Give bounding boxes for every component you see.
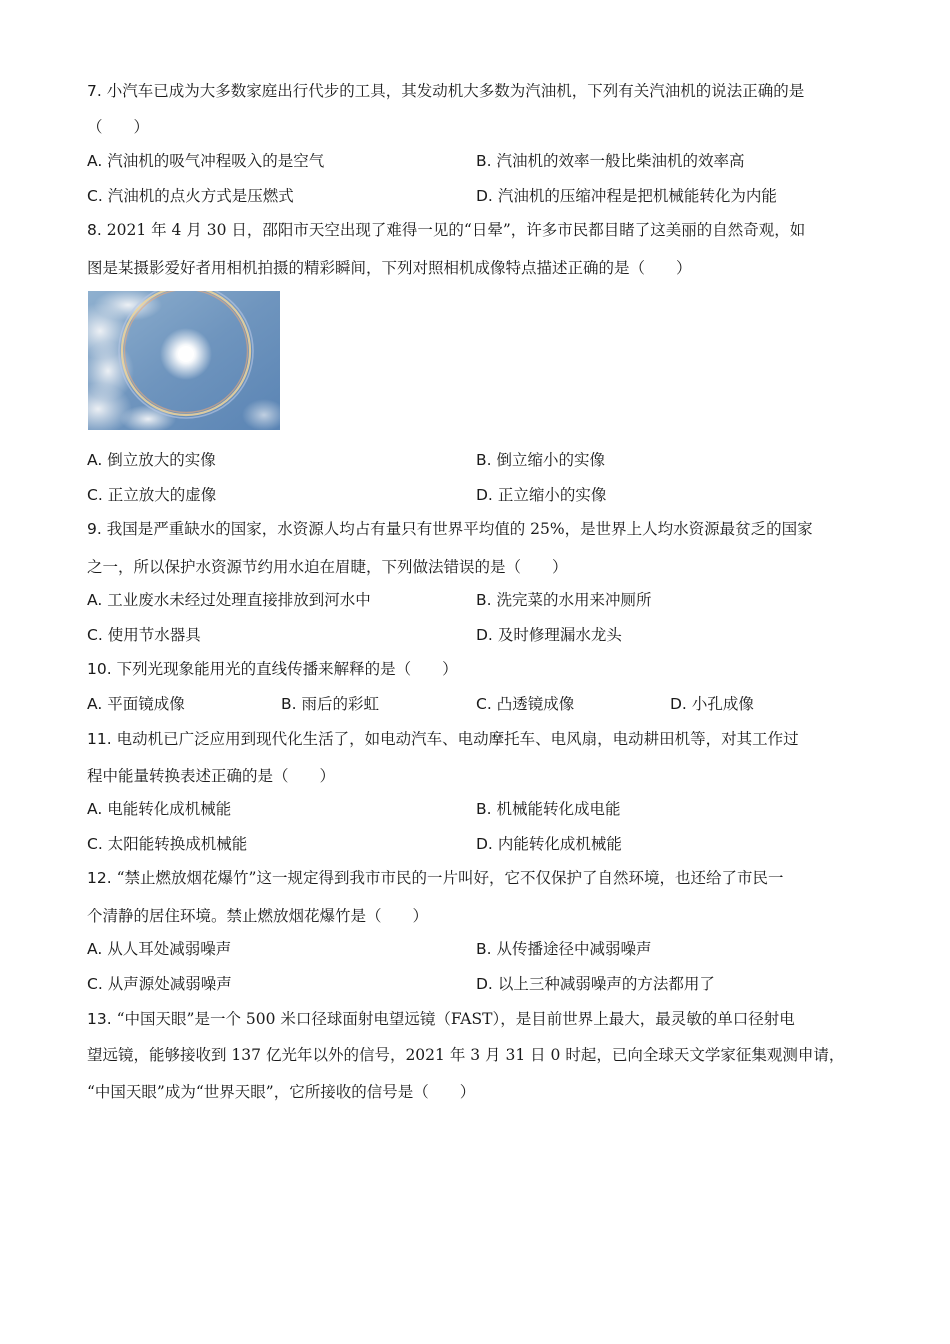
question-number: 9. <box>87 520 102 538</box>
option-7-a[interactable] <box>87 149 324 173</box>
question-8-line-1 <box>87 218 877 242</box>
question-number: 11. <box>87 730 112 748</box>
option-letter: B. <box>281 695 297 713</box>
option-10-d[interactable] <box>670 692 754 716</box>
option-11-b[interactable] <box>476 797 621 821</box>
option-7-d[interactable] <box>476 184 777 208</box>
option-letter: B. <box>476 152 492 170</box>
option-text: 从传播途径中减弱噪声 <box>496 940 652 958</box>
option-7-b[interactable] <box>476 149 745 173</box>
question-10-line-1 <box>87 657 877 681</box>
option-text: 电能转化成机械能 <box>107 800 232 818</box>
option-letter: D. <box>476 835 493 853</box>
option-7-c[interactable] <box>87 184 294 208</box>
option-letter: C. <box>87 626 103 644</box>
option-letter: A. <box>87 800 103 818</box>
option-12-d[interactable] <box>476 972 715 996</box>
option-letter: B. <box>476 451 492 469</box>
option-text: 平面镜成像 <box>107 695 185 713</box>
option-11-a[interactable] <box>87 797 231 821</box>
option-text: 从声源处减弱噪声 <box>107 975 232 993</box>
question-text: （ ） <box>87 118 150 136</box>
option-letter: A. <box>87 451 103 469</box>
question-text: 电动机已广泛应用到现代化生活了，如电动汽车、电动摩托车、电风扇，电动耕田机等，对其工作过 <box>116 730 799 748</box>
option-text: 太阳能转换成机械能 <box>107 835 248 853</box>
option-12-b[interactable] <box>476 937 652 961</box>
option-10-c[interactable] <box>476 692 574 716</box>
question-number: 13. <box>87 1010 112 1028</box>
question-9-line-2 <box>87 555 877 579</box>
option-9-b[interactable] <box>476 588 652 612</box>
question-13-line-2 <box>87 1043 877 1067</box>
option-letter: A. <box>87 940 103 958</box>
question-number: 10. <box>87 660 112 678</box>
question-text: “中国天眼”是一个 500 米口径球面射电望远镜（FAST），是目前世界上最大，最灵敏的单口径射电 <box>116 1010 795 1028</box>
option-12-a[interactable] <box>87 937 231 961</box>
question-text: 个清静的居住环境。禁止燃放烟花爆竹是（ ） <box>87 907 429 925</box>
option-letter: C. <box>87 187 103 205</box>
question-11-line-2 <box>87 764 877 788</box>
option-letter: A. <box>87 591 103 609</box>
option-text: 汽油机的压缩冲程是把机械能转化为内能 <box>497 187 777 205</box>
option-letter: C. <box>87 835 103 853</box>
option-text: 从人耳处减弱噪声 <box>107 940 232 958</box>
question-number: 12. <box>87 869 112 887</box>
question-7-line-2 <box>87 115 877 139</box>
question-12-line-2 <box>87 904 877 928</box>
option-text: 机械能转化成电能 <box>496 800 621 818</box>
question-11-line-1 <box>87 727 877 751</box>
question-text: 望远镜，能够接收到 137 亿光年以外的信号，2021 年 3 月 31 日 0 时起，已向全球天文学家征集观测申请， <box>87 1046 845 1064</box>
option-letter: C. <box>87 975 103 993</box>
option-8-b[interactable] <box>476 448 605 472</box>
option-10-a[interactable] <box>87 692 185 716</box>
option-letter: B. <box>476 800 492 818</box>
option-11-d[interactable] <box>476 832 622 856</box>
option-text: 以上三种减弱噪声的方法都用了 <box>497 975 715 993</box>
option-11-c[interactable] <box>87 832 247 856</box>
option-letter: C. <box>476 695 492 713</box>
option-letter: A. <box>87 152 103 170</box>
option-text: 凸透镜成像 <box>496 695 575 713</box>
option-text: 使用节水器具 <box>107 626 201 644</box>
option-9-a[interactable] <box>87 588 371 612</box>
question-9-line-1 <box>87 517 877 541</box>
option-text: 雨后的彩虹 <box>301 695 380 713</box>
option-text: 汽油机的效率一般比柴油机的效率高 <box>496 152 745 170</box>
option-text: 内能转化成机械能 <box>497 835 622 853</box>
question-7-line-1 <box>87 79 877 103</box>
sun-halo-image <box>88 291 280 430</box>
question-number: 7. <box>87 82 102 100</box>
option-8-d[interactable] <box>476 483 606 507</box>
option-12-c[interactable] <box>87 972 232 996</box>
option-text: 汽油机的吸气冲程吸入的是空气 <box>107 152 325 170</box>
option-text: 倒立放大的实像 <box>107 451 216 469</box>
option-10-b[interactable] <box>281 692 379 716</box>
question-text: 图是某摄影爱好者用相机拍摄的精彩瞬间，下列对照相机成像特点描述正确的是（ ） <box>87 259 692 277</box>
option-text: 工业废水未经过处理直接排放到河水中 <box>107 591 371 609</box>
option-9-d[interactable] <box>476 623 622 647</box>
option-letter: D. <box>670 695 687 713</box>
option-9-c[interactable] <box>87 623 201 647</box>
option-letter: C. <box>87 486 103 504</box>
option-text: 小孔成像 <box>691 695 754 713</box>
option-8-c[interactable] <box>87 483 216 507</box>
question-text: 程中能量转换表述正确的是（ ） <box>87 767 336 785</box>
question-8-line-2 <box>87 256 877 280</box>
option-letter: D. <box>476 975 493 993</box>
question-text: 下列光现象能用光的直线传播来解释的是（ ） <box>116 660 458 678</box>
sun-halo-photo <box>88 291 280 430</box>
option-text: 洗完菜的水用来冲厕所 <box>496 591 652 609</box>
question-number: 8. <box>87 221 102 239</box>
option-letter: D. <box>476 486 493 504</box>
question-12-line-1 <box>87 866 877 890</box>
question-text: 之一，所以保护水资源节约用水迫在眉睫，下列做法错误的是（ ） <box>87 558 568 576</box>
question-text: 小汽车已成为大多数家庭出行代步的工具，其发动机大多数为汽油机，下列有关汽油机的说法正确的是 <box>106 82 805 100</box>
option-text: 汽油机的点火方式是压燃式 <box>107 187 294 205</box>
option-letter: A. <box>87 695 103 713</box>
question-text: 我国是严重缺水的国家，水资源人均占有量只有世界平均值的 25%，是世界上人均水资源最贫乏的国家 <box>106 520 813 538</box>
option-8-a[interactable] <box>87 448 216 472</box>
question-13-line-3 <box>87 1080 877 1104</box>
option-text: 正立缩小的实像 <box>497 486 607 504</box>
option-letter: B. <box>476 591 492 609</box>
option-letter: D. <box>476 187 493 205</box>
question-text: 2021 年 4 月 30 日，邵阳市天空出现了难得一见的“日晕”，许多市民都目睹了这美丽的自然奇观，如 <box>106 221 806 239</box>
question-text: “禁止燃放烟花爆竹”这一规定得到我市市民的一片叫好，它不仅保护了自然环境，也还给了市民一 <box>116 869 784 887</box>
option-letter: D. <box>476 626 493 644</box>
question-text: “中国天眼”成为“世界天眼”，它所接收的信号是（ ） <box>87 1083 476 1101</box>
option-letter: B. <box>476 940 492 958</box>
option-text: 倒立缩小的实像 <box>496 451 606 469</box>
option-text: 正立放大的虚像 <box>107 486 217 504</box>
option-text: 及时修理漏水龙头 <box>497 626 622 644</box>
question-13-line-1 <box>87 1007 877 1031</box>
